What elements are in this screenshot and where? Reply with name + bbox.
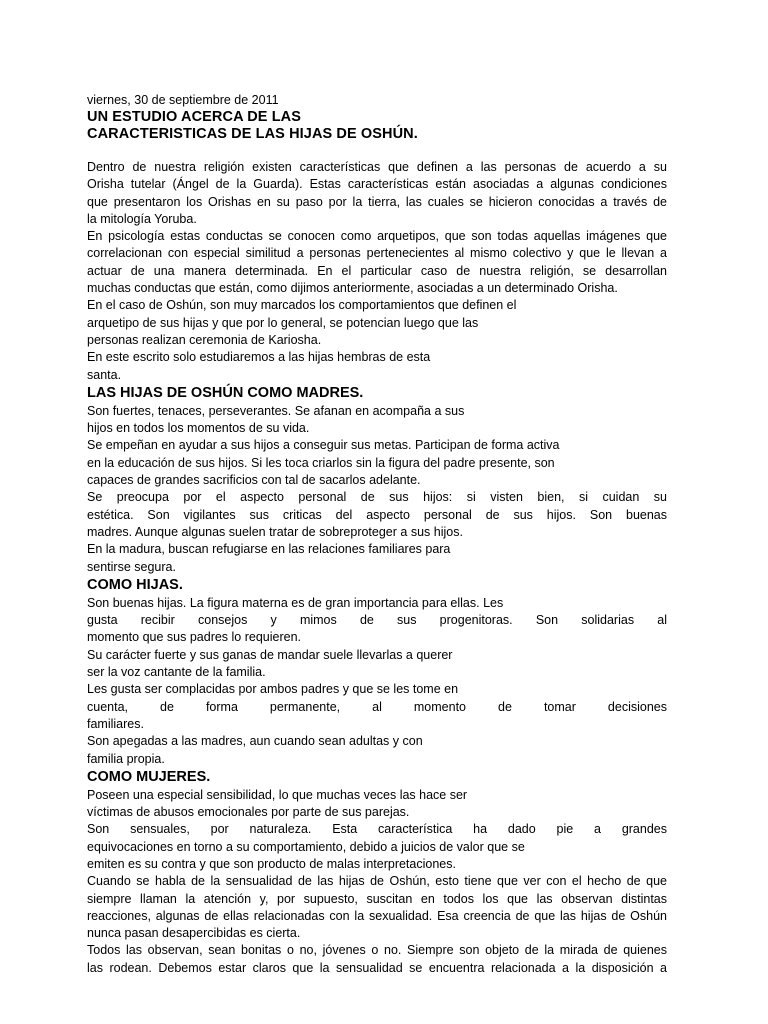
- text-line: Se empeñan en ayudar a sus hijos a conseguir sus metas. Participan de forma activa: [87, 438, 560, 453]
- text-line: en la educación de sus hijos. Si les toca criarlos sin la figura del padre presente, son: [87, 455, 555, 470]
- text-line: que presentaron los Orishas en su paso por la tierra, las cuales se hicieron conocidas a través de: [87, 194, 667, 209]
- text-line: estética. Son vigilantes sus criticas del aspecto personal de sus hijos. Son buenas: [87, 507, 667, 522]
- text-line: Son sensuales, por naturaleza. Esta característica ha dado pie a grandes: [87, 822, 667, 837]
- text-line: Son fuertes, tenaces, perseverantes. Se afanan en acompaña a sus: [87, 403, 465, 418]
- text-line: En este escrito solo estudiaremos a las hijas hembras de esta: [87, 350, 431, 365]
- text-line: las rodean. Debemos estar claros que la sensualidad se encuentra relacionada a la disposición a: [87, 960, 667, 975]
- text-line: equivocaciones en torno a su comportamiento, debido a juicios de valor que se: [87, 839, 525, 854]
- text-line: la mitología Yoruba.: [87, 211, 197, 226]
- text-line: familia propia.: [87, 751, 165, 766]
- section-heading: COMO MUJERES.: [87, 768, 211, 785]
- section-heading: COMO HIJAS.: [87, 576, 183, 593]
- text-line: Cuando se habla de la sensualidad de las hijas de Oshún, esto tiene que ver con el hecho de que: [87, 874, 667, 889]
- text-line: Dentro de nuestra religión existen características que definen a las personas de acuerdo a su: [87, 160, 667, 174]
- document-body: [87, 159, 667, 977]
- text-line: personas realizan ceremonia de Kariosha.: [87, 332, 322, 347]
- text-line: Su carácter fuerte y sus ganas de mandar suele llevarlas a querer: [87, 647, 453, 662]
- paragraph-block: [87, 787, 667, 977]
- paragraph-block: [87, 159, 667, 384]
- document-title-line-2: CARACTERISTICAS DE LAS HIJAS DE OSHÚN.: [87, 126, 418, 142]
- text-line: ser la voz cantante de la familia.: [87, 665, 266, 680]
- text-line: siempre llaman la atención y, por supuesto, suscitan en todos los que las observan distintas: [87, 891, 667, 906]
- title-spacer: [87, 143, 667, 159]
- document-page: [87, 92, 667, 977]
- text-line: madres. Aunque algunas suelen tratar de sobreproteger a sus hijos.: [87, 524, 463, 539]
- text-line: correlacionan con especial similitud a personas pertenecientes al mismo colectivo y que le llevan a: [87, 246, 667, 261]
- text-line: actuar de una manera determinada. En el particular caso de nuestra religión, se desarrollan: [87, 263, 667, 278]
- text-line: cuenta, de forma permanente, al momento de tomar decisiones: [87, 699, 667, 714]
- text-line: familiares.: [87, 716, 144, 731]
- text-line: En psicología estas conductas se conocen como arquetipos, que son todas aquellas imágenes que: [87, 229, 667, 244]
- text-line: nunca pasan desapercibidas es cierta.: [87, 926, 301, 941]
- text-line: muchas conductas que están, como dijimos anteriormente, asociadas a un determinado Orisha.: [87, 281, 618, 296]
- document-date: viernes, 30 de septiembre de 2011: [87, 93, 279, 107]
- text-line: En la madura, buscan refugiarse en las relaciones familiares para: [87, 542, 451, 557]
- text-line: Son buenas hijas. La figura materna es de gran importancia para ellas. Les: [87, 595, 504, 610]
- text-line: momento que sus padres lo requieren.: [87, 630, 302, 645]
- text-line: capaces de grandes sacrificios con tal de sacarlos adelante.: [87, 473, 421, 488]
- text-line: gusta recibir consejos y mimos de sus progenitoras. Son solidarias al: [87, 613, 667, 628]
- text-line: Todos las observan, sean bonitas o no, jóvenes o no. Siempre son objeto de la mirada de quienes: [87, 943, 667, 958]
- text-line: Poseen una especial sensibilidad, lo que muchas veces las hace ser: [87, 787, 468, 802]
- text-line: santa.: [87, 367, 122, 382]
- text-line: arquetipo de sus hijas y que por lo general, se potencian luego que las: [87, 315, 479, 330]
- text-line: Orisha tutelar (Ángel de la Guarda). Estas características están asociadas a algunas condiciones: [87, 177, 667, 192]
- text-line: reacciones, algunas de ellas relacionadas con la sexualidad. Esa creencia de que las hijas de Oshún: [87, 908, 667, 923]
- text-line: emiten es su contra y que son producto de malas interpretaciones.: [87, 856, 456, 871]
- text-line: víctimas de abusos emocionales por parte de sus parejas.: [87, 805, 410, 820]
- text-line: hijos en todos los momentos de su vida.: [87, 421, 310, 436]
- text-line: En el caso de Oshún, son muy marcados los comportamientos que definen el: [87, 298, 517, 313]
- section-heading: LAS HIJAS DE OSHÚN COMO MADRES.: [87, 384, 364, 401]
- text-line: Les gusta ser complacidas por ambos padres y que se les tome en: [87, 682, 459, 697]
- text-line: Se preocupa por el aspecto personal de sus hijos: si visten bien, si cuidan su: [87, 490, 667, 505]
- text-line: Son apegadas a las madres, aun cuando sean adultas y con: [87, 734, 423, 749]
- paragraph-block: [87, 403, 667, 576]
- document-title-line-1: UN ESTUDIO ACERCA DE LAS: [87, 109, 302, 125]
- paragraph-block: [87, 595, 667, 768]
- text-line: sentirse segura.: [87, 559, 176, 574]
